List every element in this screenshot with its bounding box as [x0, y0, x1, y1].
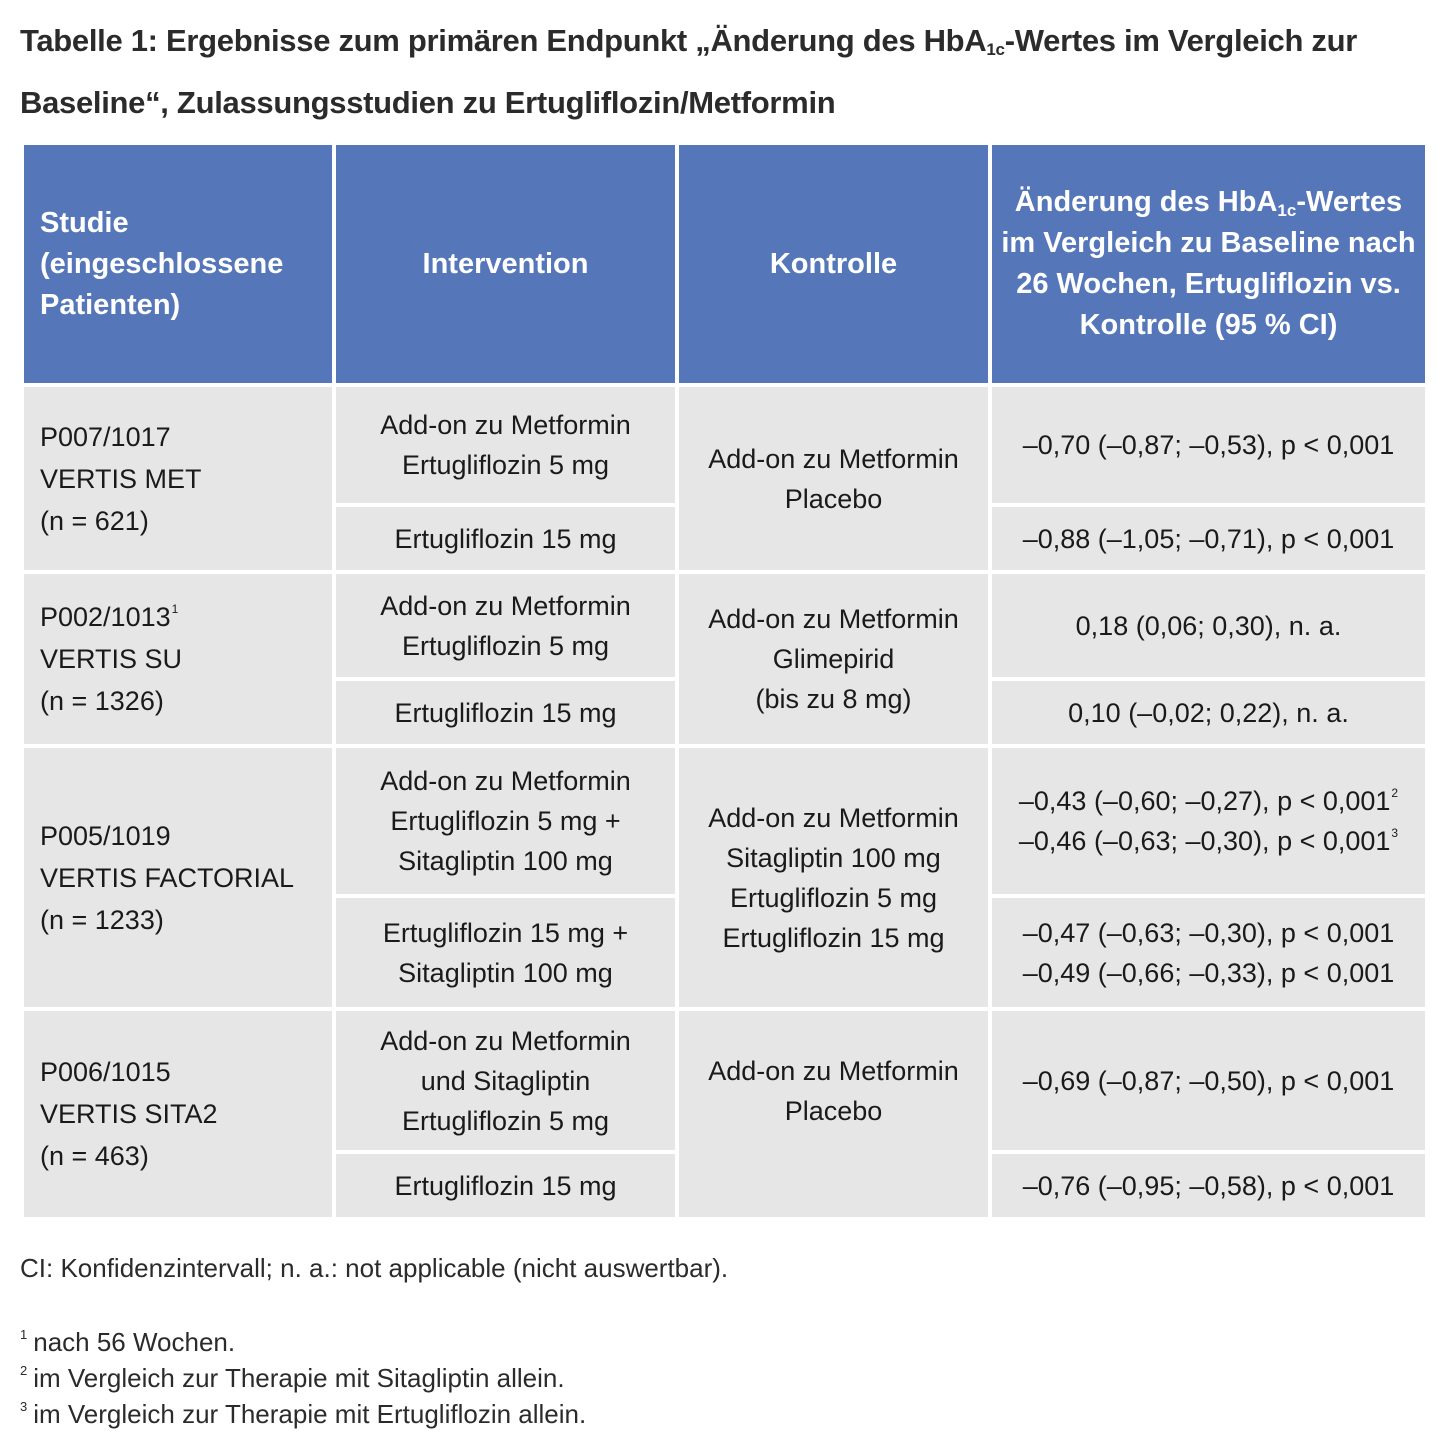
intervention-cell	[334, 1009, 677, 1152]
header-study-line: (eingeschlossene	[40, 247, 284, 280]
control-line: Placebo	[784, 484, 883, 514]
title-text-2: -Wertes im Vergleich zur Baseline“, Zulassungsstudien zu Ertugliflozin/Metformin	[20, 23, 1358, 120]
result-value: –0,43 (–0,60; –0,27), p < 0,001$^2$	[1018, 786, 1399, 816]
result-value: –0,70 (–0,87; –0,53), p < 0,001	[1022, 430, 1395, 460]
control-line: Sitagliptin 100 mg	[726, 842, 941, 873]
result-value: –0,47 (–0,63; –0,30), p < 0,001	[1022, 917, 1395, 948]
result-cell	[990, 385, 1427, 505]
study-n: (n = 463)	[40, 1141, 149, 1171]
result-cell	[990, 679, 1427, 746]
intervention-line: Ertugliflozin 5 mg	[401, 450, 610, 480]
footnote: $^3$ im Vergleich zur Therapie mit Ertugliflozin allein.	[20, 1399, 587, 1429]
study-cell	[22, 746, 334, 1009]
header-change-line: nach 26 Wochen,	[1016, 227, 1416, 300]
intervention-cell	[334, 385, 677, 505]
control-line: Glimepirid	[772, 644, 895, 674]
table-row	[22, 746, 1427, 896]
header-change-line: im Vergleich zu Baseline	[1001, 227, 1340, 259]
table-title	[20, 10, 1430, 134]
header-change-line: Änderung des HbA$_{1c}$-Wertes	[1014, 186, 1403, 220]
study-name: VERTIS FACTORIAL	[40, 862, 295, 893]
study-cell	[22, 1009, 334, 1219]
header-control: Kontrolle	[677, 143, 990, 385]
header-study	[22, 143, 334, 385]
header-change-line: (95 % CI)	[1214, 309, 1338, 341]
result-cell	[990, 746, 1427, 896]
header-study-line: Studie	[40, 206, 129, 239]
result-value: –0,49 (–0,66; –0,33), p < 0,001	[1022, 957, 1395, 988]
result-cell	[990, 1009, 1427, 1152]
table-header-row	[22, 143, 1427, 385]
table-legend: CI: Konfidenzintervall; n. a.: not applicable (nicht auswertbar).	[20, 1253, 729, 1283]
header-study-line: Patienten)	[40, 288, 181, 321]
result-cell	[990, 896, 1427, 1009]
control-line: Add-on zu Metformin	[708, 802, 959, 833]
study-name: VERTIS MET	[40, 463, 202, 494]
control-line: (bis zu 8 mg)	[755, 684, 912, 714]
intervention-line: Ertugliflozin 15 mg	[394, 523, 617, 554]
table-body	[22, 385, 1427, 1219]
intervention-line: Ertugliflozin 5 mg +	[390, 806, 621, 836]
control-line: Placebo	[784, 1096, 883, 1126]
table-row	[22, 1009, 1427, 1152]
intervention-cell	[334, 746, 677, 896]
study-name: VERTIS SITA2	[40, 1099, 218, 1129]
title-text-1: Tabelle 1: Ergebnisse zum primären Endpunkt „Änderung des HbA	[20, 23, 987, 58]
result-value: –0,46 (–0,63; –0,30), p < 0,001$^3$	[1018, 826, 1399, 856]
intervention-line: und Sitagliptin	[420, 1065, 591, 1096]
intervention-line: Ertugliflozin 15 mg	[394, 697, 617, 728]
table-row	[22, 572, 1427, 679]
study-cell	[22, 385, 334, 572]
intervention-line: Ertugliflozin 5 mg	[401, 1105, 610, 1136]
study-id: P006/1015	[40, 1057, 171, 1087]
control-cell	[677, 746, 990, 1009]
footnote-marker: 3	[1391, 826, 1399, 840]
intervention-line: Add-on zu Metformin	[380, 1025, 631, 1056]
study-n: (n = 621)	[40, 505, 149, 536]
results-table	[20, 141, 1429, 1221]
footnote-marker: 1	[171, 602, 179, 616]
header-intervention: Intervention	[334, 143, 677, 385]
study-n: (n = 1233)	[40, 904, 164, 935]
study-id: P007/1017	[40, 421, 171, 452]
study-n: (n = 1326)	[40, 686, 164, 716]
control-cell	[677, 572, 990, 746]
footnote: $^1$ nach 56 Wochen.	[20, 1327, 236, 1357]
result-value: 0,10 (–0,02; 0,22), n. a.	[1068, 697, 1349, 728]
footnote: $^2$ im Vergleich zur Therapie mit Sitagliptin allein.	[20, 1363, 565, 1393]
control-line: Ertugliflozin 15 mg	[722, 922, 945, 953]
intervention-line: Ertugliflozin 15 mg +	[382, 917, 629, 948]
intervention-line: Sitagliptin 100 mg	[398, 846, 613, 876]
title-subscript: 1c	[986, 40, 1005, 59]
control-line: Ertugliflozin 5 mg	[729, 882, 938, 913]
control-line: Add-on zu Metformin	[708, 1056, 959, 1086]
footnote-marker: 2	[1391, 786, 1399, 800]
intervention-cell	[334, 679, 677, 746]
header-change-line: Ertugliflozin vs. Kontrolle	[1079, 268, 1401, 341]
result-value: 0,18 (0,06; 0,30), n. a.	[1075, 610, 1342, 641]
result-value: –0,88 (–1,05; –0,71), p < 0,001	[1022, 523, 1395, 554]
control-cell	[677, 385, 990, 572]
intervention-line: Add-on zu Metformin	[380, 590, 631, 621]
intervention-cell	[334, 505, 677, 572]
intervention-line: Sitagliptin 100 mg	[398, 957, 613, 988]
result-cell	[990, 505, 1427, 572]
result-cell	[990, 572, 1427, 679]
intervention-line: Add-on zu Metformin	[380, 766, 631, 796]
intervention-cell	[334, 1152, 677, 1219]
study-id: P005/1019	[40, 820, 171, 851]
intervention-line: Ertugliflozin 15 mg	[394, 1170, 617, 1201]
header-change	[990, 143, 1427, 385]
study-cell	[22, 572, 334, 746]
table-row	[22, 385, 1427, 505]
study-name: VERTIS SU	[40, 644, 183, 674]
control-line: Add-on zu Metformin	[708, 444, 959, 474]
study-id: P002/1013$^1$	[40, 602, 179, 632]
result-value: –0,69 (–0,87; –0,50), p < 0,001	[1022, 1065, 1395, 1096]
intervention-line: Add-on zu Metformin	[380, 410, 631, 440]
control-cell	[677, 1009, 990, 1219]
intervention-line: Ertugliflozin 5 mg	[401, 630, 610, 661]
control-line: Add-on zu Metformin	[708, 604, 959, 634]
footnotes	[20, 1324, 586, 1432]
intervention-cell	[334, 896, 677, 1009]
result-value: –0,76 (–0,95; –0,58), p < 0,001	[1022, 1170, 1395, 1201]
intervention-cell	[334, 572, 677, 679]
result-cell	[990, 1152, 1427, 1219]
